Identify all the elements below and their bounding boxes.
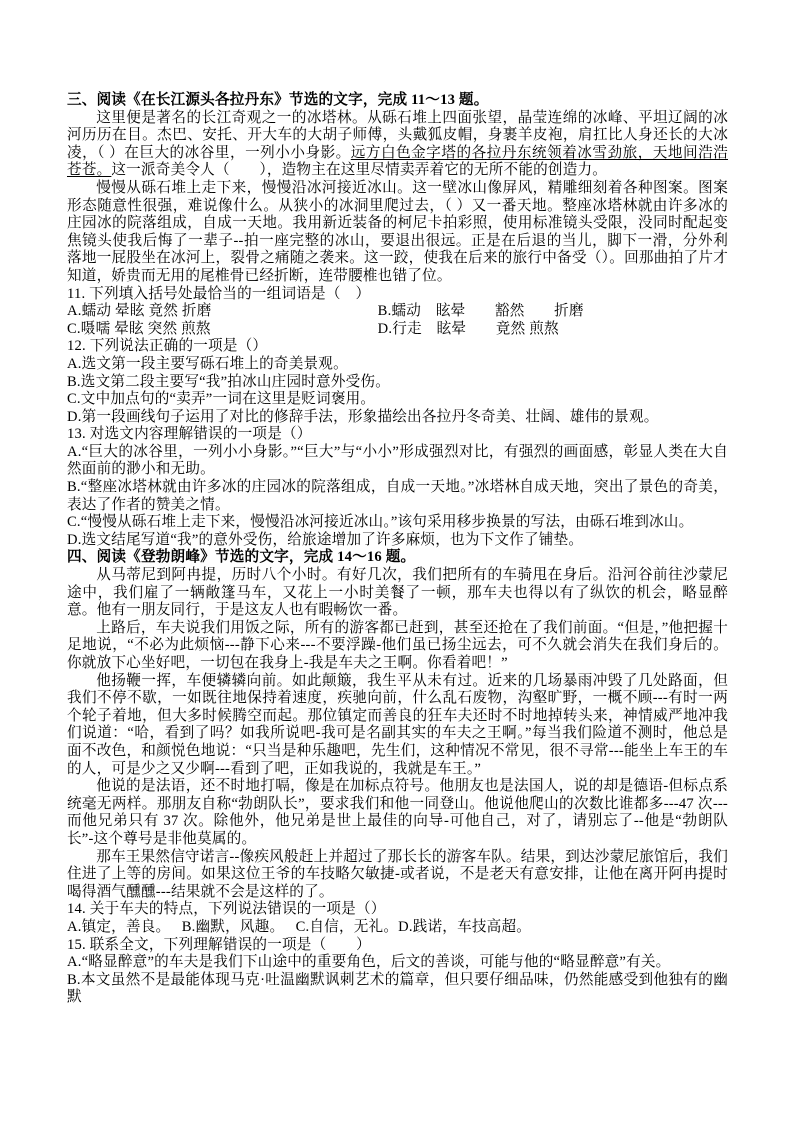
question-11-option-b: B.蠕动 眩晕 豁然 折磨 [377,303,584,320]
question-15-option-a: A.“略显醉意”的车夫是我们下山途中的重要角色，后文的善谈，可能与他的“略显醉意”有关。 [67,954,671,971]
question-15-stem: 15. 联系全文，下列理解错误的一项是（ ） [67,936,371,953]
passage-1-paragraph-1-before: 这里便是著名的长江奇观之一的冰塔林。从砾石堆上四面张望，晶莹连绵的冰峰、平坦辽阔的冰河历历在目。杰巴、安托、开大车的大胡子师傅，头戴狐皮帽，身裹羊皮袍，肩扛比人身还长的大冰凌，（ ）在巨大的冰谷里，一列小小身影。 [67,109,728,161]
question-11-option-a: A.蠕动 晕眩 竟然 折磨 [67,303,212,320]
question-11-stem: 11. 下列填入括号处最恰当的一组词语是（ ） [67,285,371,302]
question-15-option-b: B.本文虽然不是最能体现马克·吐温幽默讽刺艺术的篇章，但只要仔细品味，仍然能感受到他独有的幽默 [67,971,728,1006]
question-14-stem: 14. 关于车夫的特点，下列说法错误的一项是（） [67,901,386,918]
question-11-option-c: C.嗫嚅 晕眩 突然 煎熬 [67,320,211,337]
passage-2-paragraph-5: 那车王果然信守诺言--像疾风般赶上并超过了那长长的游客车队。结果，到达沙蒙尼旅馆后，我们住进了上等的房间。如果这位王爷的车技略欠敏捷-或者说，不是老天有意安排，让他在离开阿冉提时喝得酒气醺醺---结果就不会是这样的了。 [67,848,728,900]
question-12-stem: 12. 下列说法正确的一项是（） [67,338,268,355]
question-13-option-d: D.选文结尾写道“我”的意外受伤，给旅途增加了许多麻烦，也为下文作了铺垫。 [67,531,584,548]
question-12-option-c: C.文中加点句的“卖弄”一词在这里是贬词褒用。 [67,391,376,408]
section-3-heading: 三、阅读《在长江源头各拉丹东》节选的文字，完成 11～13 题。 [67,92,489,108]
question-13-option-c: C.“慢慢从砾石堆上走下来，慢慢沿冰河接近冰山。”该句采用移步换景的写法，由砾石堆到冰山。 [67,514,694,531]
passage-2-paragraph-1: 从马蒂尼到阿冉提，历时八个小时。有好几次，我们把所有的车骑甩在身后。沿河谷前往沙蒙尼途中，我们雇了一辆敞篷马车，又花上一小时美餐了一顿，那车夫也得以有了纵饮的机会，略显醉意。他有一朋友同行，于是这友人也有暇畅饮一番。 [67,567,728,619]
question-11-option-d: D.行走 眩晕 竟然 煎熬 [377,320,559,337]
exam-document [67,92,728,1007]
question-12-option-d: D.第一段画线句子运用了对比的修辞手法，形象描绘出各拉丹冬奇美、壮阔、雄伟的景观。 [67,408,659,425]
question-12-option-a: A.选文第一段主要写砾石堆上的奇美景观。 [67,355,348,372]
passage-1-paragraph-1-after: 这一派奇美令人（ ），造物主在这里尽情卖弄着它的无所不能的创造力。 [111,162,608,179]
question-13-stem: 13. 对选文内容理解错误的一项是（） [67,426,312,443]
question-11-options [67,303,728,338]
passage-1-underlined-sentence: 远方白色金字塔的各拉丹东统领着冰雪劲旅，天地间浩浩苍苍。 [67,144,728,179]
passage-2-paragraph-3: 他扬鞭一挥，车便辚辚向前。如此颠簸，我生平从未有过。近来的几场暴雨冲毁了几处路面，但我们不停不歇，一如既往地保持着速度，疾驰向前，什么乱石废物，沟壑旷野，一概不顾---有时一两个轮子着地，但大多时候腾空而起。那位镇定而善良的狂车夫还时不时地掉转头来，神情威严地冲我们说道：“哈，看到了吗？如我所说吧-我可是名副其实的车夫之王啊。”每当我们险道不测时，他总是面不改色，和颜悦色地说：“只当是种乐趣吧，先生们，这种情况不常见，很不寻常---能坐上车王的车的人，可是少之又少啊---看到了吧，正如我说的，我就是车王。” [67,672,728,777]
question-13-option-b: B.“整座冰塔林就由许多冰的庄园冰的院落组成，自成一天地。”冰塔林自成天地，突出了景色的奇美，表达了作者的赞美之情。 [67,479,728,513]
passage-1-paragraph-2: 慢慢从砾石堆上走下来，慢慢沿冰河接近冰山。这一壁冰山像屏风，精雕细刻着各种图案。图案形态随意性很强，难说像什么。从狭小的冰洞里爬过去，（ ）又一番天地。整座冰塔林就由许多冰的庄园冰的院落组成，自成一天地。我用新近装备的柯尼卡拍彩照，使用标准镜头受限，没同时配起变焦镜头使我后悔了一辈子--拍一座完整的冰山，要退出很远。正是在后退的当儿，脚下一滑，分外利落地一屁股坐在冰河上，裂骨之痛随之袭来。这一跤，使我在后来的旅行中备受（）。回那曲拍了片才知道，娇贵而无用的尾椎骨已经折断，连带腰椎也错了位。 [67,179,728,284]
passage-2-paragraph-2: 上路后，车夫说我们用饭之际，所有的游客都已赶到，甚至还抢在了我们前面。“但是，”他把握十足地说，“不必为此烦恼---静下心来---不要浮躁-他们虽已扬尘远去，可不久就会消失在我们身后的。你就放下心坐好吧，一切包在我身上-我是车夫之王啊。你看着吧！” [67,619,728,671]
passage-1-paragraph-1 [67,110,728,180]
question-12-option-b: B.选文第二段主要写“我”拍冰山庄园时意外受伤。 [67,373,391,390]
passage-2-paragraph-4: 他说的是法语，还不时地打嗝，像是在加标点符号。他朋友也是法国人，说的却是德语-但标点系统毫无两样。那朋友自称“勃朗队长”，要求我们和他一同登山。他说他爬山的次数比谁都多---47 次---而他兄弟只有 37 次。除他外，他兄弟是世上最佳的向导-可他自己，对了，请别忘了--他是“勃朗队长”-这个尊号是非他莫属的。 [67,778,728,847]
question-14-options-line: A.镇定，善良。 B.幽默，风趣。 C.自信，无礼。D.践诺，车技高超。 [67,918,532,935]
section-4-heading: 四、阅读《登勃朗峰》节选的文字，完成 14～16 题。 [67,549,416,566]
question-13-option-a: A.“巨大的冰谷里，一列小小身影。”“巨大”与“小小”形成强烈对比，有强烈的画面感，彰显人类在大自然面前的渺小和无助。 [67,443,728,478]
